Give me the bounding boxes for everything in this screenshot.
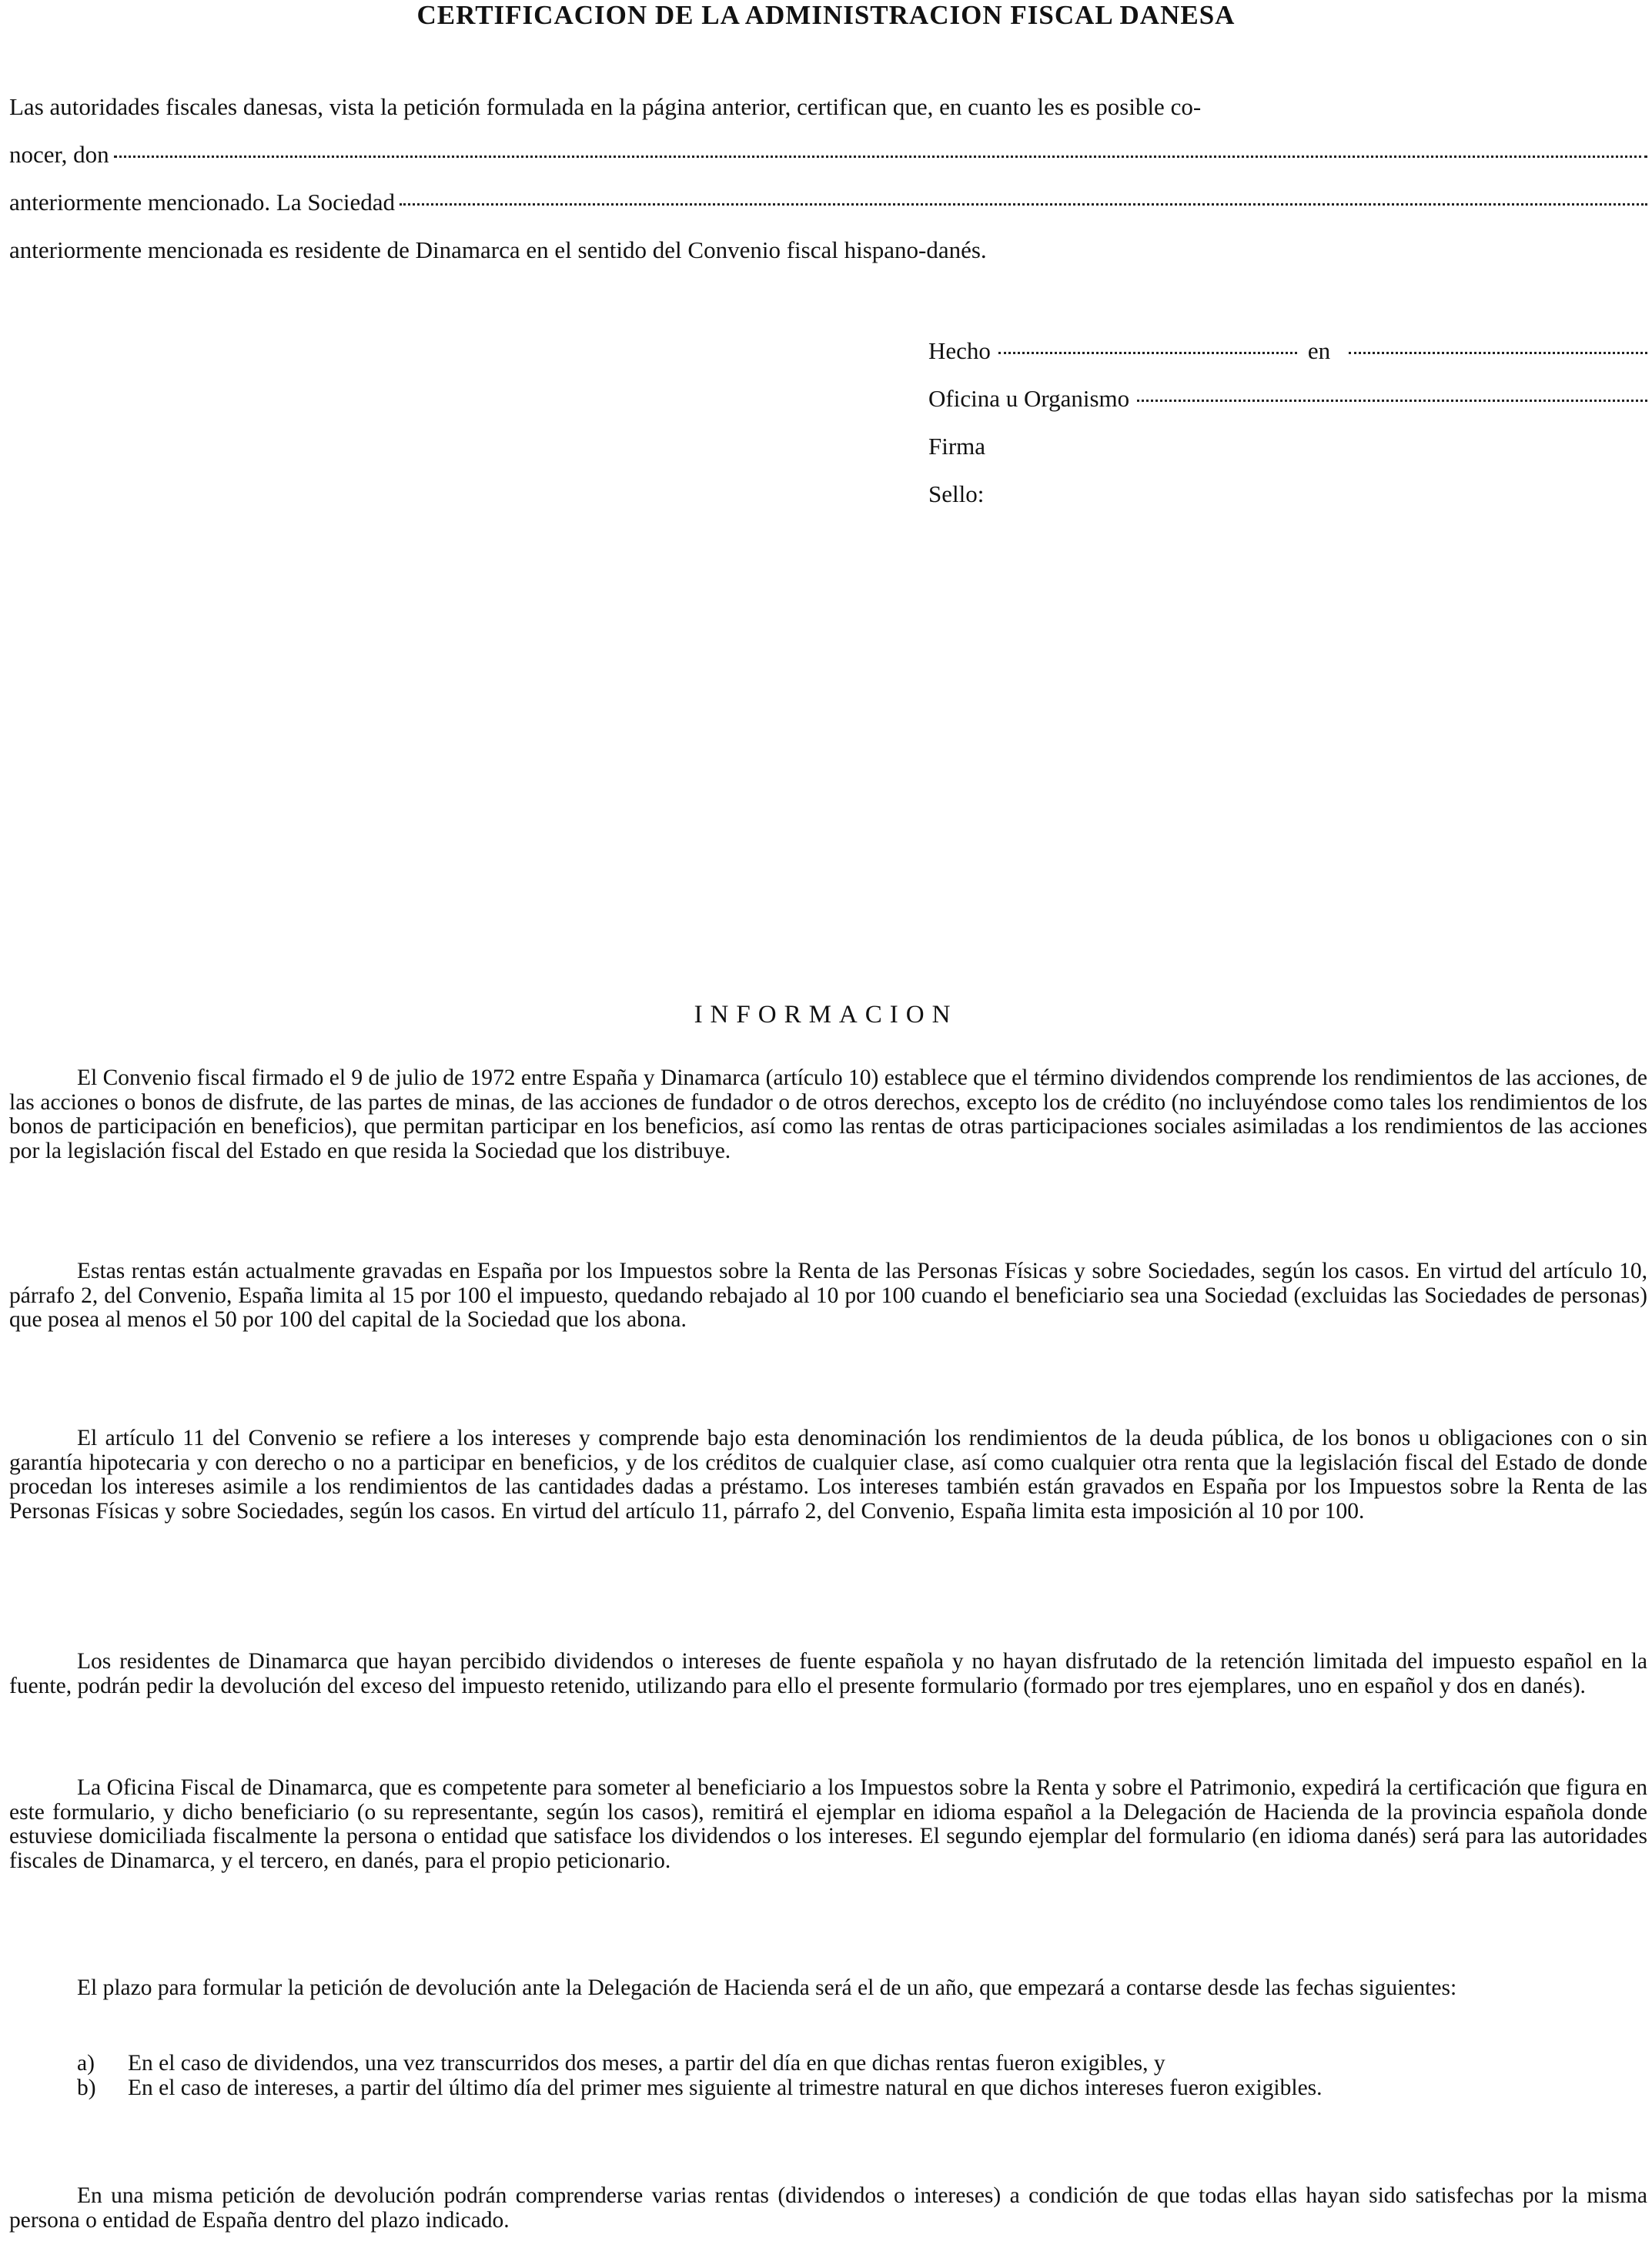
oficina-fill-field[interactable] <box>1137 399 1647 402</box>
firma-line <box>928 433 1647 460</box>
info-paragraph-1 <box>9 1066 1647 1163</box>
certificate-title: CERTIFICACION DE LA ADMINISTRACION FISCAL DANESA <box>416 0 1236 30</box>
certificate-line-1: Las autoridades fiscales danesas, vista la petición formulada en la página anterior, certifican que, en cuanto les es posible co- <box>9 93 1202 120</box>
paragraph-text: Estas rentas están actualmente gravadas en España por los Impuestos sobre la Renta de las Personas Físicas y sobre Sociedades, según los casos. En virtud del artículo 10, párrafo 2, del Convenio, España limita al 15 por 100 el impuesto, quedando rebajado al 10 por 100 cuando el beneficiario sea una Sociedad (excluidas las Sociedades de personas) que posea al menos el 50 por 100 del capital de la Sociedad que los abona. <box>9 1259 1647 1332</box>
info-paragraph-4 <box>9 1650 1647 1698</box>
sello-line <box>928 480 1647 508</box>
certificate-line-2 <box>9 131 1647 179</box>
info-closing-paragraph <box>9 2184 1647 2233</box>
info-paragraph-3 <box>9 1427 1647 1524</box>
hecho-label: Hecho <box>928 337 991 364</box>
information-heading: INFORMACION <box>694 1001 958 1029</box>
list-marker: a) <box>77 2051 95 2076</box>
en-label: en <box>1307 337 1331 364</box>
firma-label: Firma <box>928 433 986 460</box>
info-paragraph-6 <box>9 1976 1647 2001</box>
oficina-line <box>928 385 1647 413</box>
company-label: anteriormente mencionado. La Sociedad <box>9 189 395 216</box>
paragraph-text: La Oficina Fiscal de Dinamarca, que es competente para someter al beneficiario a los Impuestos sobre la Renta y sobre el Patrimonio, expedirá la certificación que figura en este formulario, y dicho beneficiario (o su representante, según los casos), remitirá el ejemplar en idioma español a la Delegación de Hacienda de la provincia española donde estuviese domiciliada fiscalmente la persona o entidad que satisface los dividendos o los intereses. El segundo ejemplar del formulario (en idioma danés) será para las autoridades fiscales de Dinamarca, y el tercero, en danés, para el propio peticionario. <box>9 1775 1647 1873</box>
paragraph-text: El plazo para formular la petición de devolución ante la Delegación de Hacienda será el de un año, que empezará a contarse desde las fechas siguientes: <box>77 1975 1457 2000</box>
info-paragraph-5 <box>9 1776 1647 1873</box>
company-fill-field[interactable] <box>400 202 1647 206</box>
list-marker: b) <box>77 2075 96 2100</box>
hecho-line <box>928 337 1647 365</box>
name-label: nocer, don <box>9 141 109 168</box>
place-fill-field[interactable] <box>1349 351 1647 354</box>
hecho-fill-field[interactable] <box>998 351 1297 354</box>
list-item <box>77 2052 1647 2076</box>
oficina-label: Oficina u Organismo <box>928 385 1130 412</box>
list-item-text: En el caso de intereses, a partir del último día del primer mes siguiente al trimestre natural en que dichos intereses fueron exigibles. <box>128 2075 1323 2100</box>
paragraph-text: El artículo 11 del Convenio se refiere a los intereses y comprende bajo esta denominación los rendimientos de la deuda pública, de los bonos u obligaciones con o sin garantía hipotecaria y con derecho o no a participar en beneficios, y de los créditos de cualquier clase, así como cualquier otra renta que la legislación fiscal del Estado de donde procedan los intereses asimile a los rendimientos de las cantidades dadas a préstamo. Los intereses también están gravados en España por los Impuestos sobre la Renta de las Personas Físicas y sobre Sociedades, según los casos. En virtud del artículo 11, párrafo 2, del Convenio, España limita esta imposición al 10 por 100. <box>9 1426 1647 1524</box>
list-item-text: En el caso de dividendos, una vez transcurridos dos meses, a partir del día en que dichas rentas fueron exigibles, y <box>128 2051 1165 2076</box>
paragraph-text: El Convenio fiscal firmado el 9 de julio de 1972 entre España y Dinamarca (artículo 10) establece que el término dividendos comprende los rendimientos de las acciones, de las acciones o bonos de disfrute, de las partes de minas, de las acciones de fundador o de otros derechos, excepto los de crédito (no incluyéndose como tales los rendimientos de los bonos de participación en beneficios), que permitan participar en los beneficios, así como las rentas de otras participaciones sociales asimiladas a los rendimientos de las acciones por la legislación fiscal del Estado en que resida la Sociedad que los distribuye. <box>9 1065 1647 1163</box>
list-item <box>77 2076 1647 2101</box>
info-paragraph-2 <box>9 1259 1647 1333</box>
name-fill-field[interactable] <box>114 155 1647 158</box>
paragraph-text: En una misma petición de devolución podrán comprenderse varias rentas (dividendos o intereses) a condición de que todas ellas hayan sido satisfechas por la misma persona o entidad de España dentro del plazo indicado. <box>9 2183 1647 2233</box>
certificate-line-3 <box>9 179 1647 226</box>
deadline-list <box>77 2052 1647 2100</box>
sello-label: Sello: <box>928 480 985 507</box>
paragraph-text: Los residentes de Dinamarca que hayan percibido dividendos o intereses de fuente española y no hayan disfrutado de la retención limitada del impuesto español en la fuente, podrán pedir la devolución del exceso del impuesto retenido, utilizando para ello el presente formulario (formado por tres ejemplares, uno en español y dos en danés). <box>9 1649 1647 1698</box>
certificate-line-4: anteriormente mencionada es residente de Dinamarca en el sentido del Convenio fiscal hispano-danés. <box>9 236 987 263</box>
